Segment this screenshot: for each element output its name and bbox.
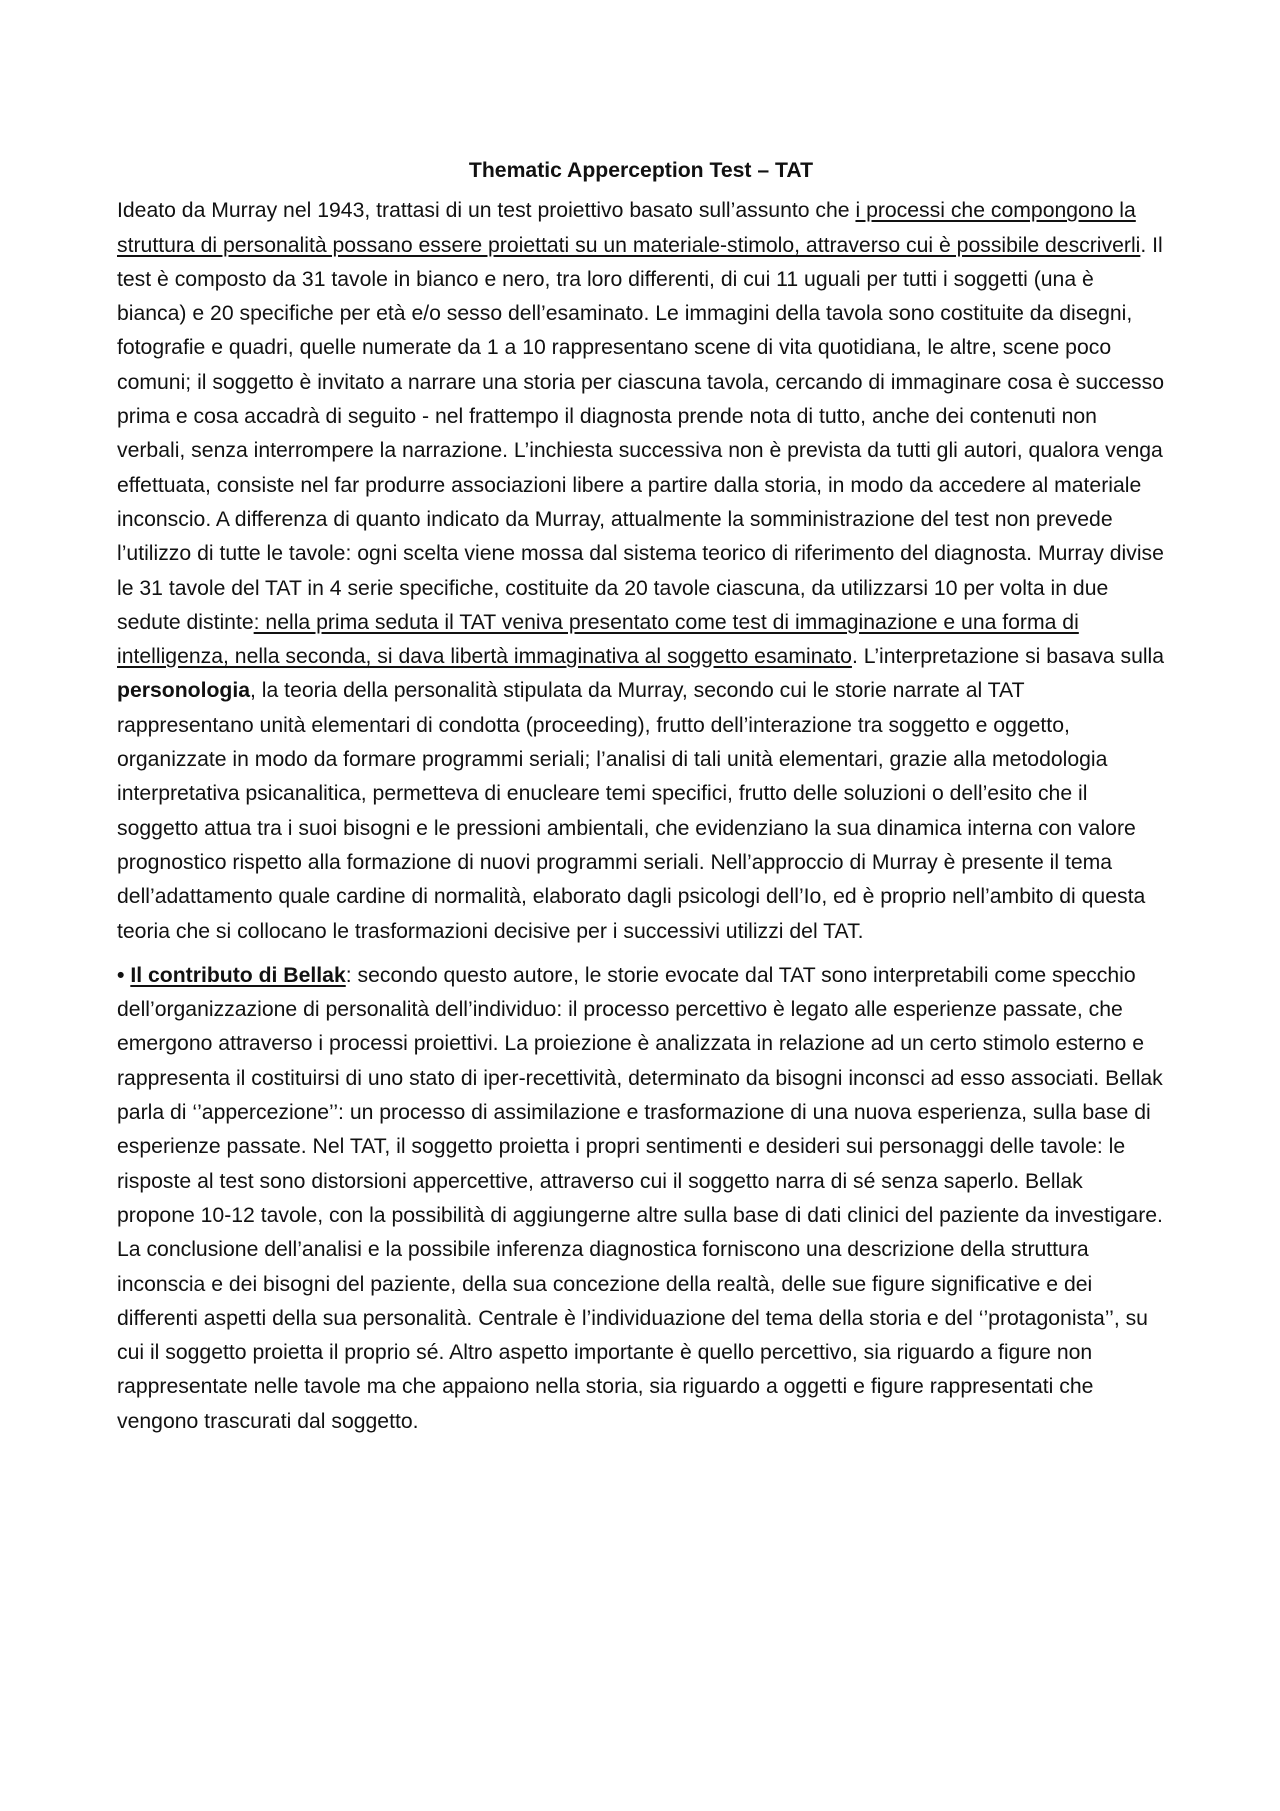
paragraph1-underlined-1: i processi che compongono la struttura di personalità possano essere proiettati su un materiale-stimolo, attraverso cui è possibile descriverli xyxy=(117,199,1141,257)
paragraph-murray xyxy=(117,194,1165,949)
bullet-icon: • xyxy=(117,963,131,987)
bellak-heading-text: Il contributo di Bellak xyxy=(130,963,346,987)
paragraph1-text-3: . L’interpretazione si basava sulla xyxy=(851,645,1165,669)
paragraph1-text-1: Ideato da Murray nel 1943, trattasi di un test proiettivo basato sull’assunto che xyxy=(117,199,856,223)
paragraph1-text-4: , la teoria della personalità stipulata da Murray, secondo cui le storie narrate al TAT rappresentano unità elementari di condotta (proceeding), frutto dell’interazione tra soggetto e oggetto, organizzate in modo da formare programmi seriali; l’analisi di tali unità elementari, grazie alla metodologia interpretativa psicanalitica, permetteva di enucleare temi specifici, frutto delle soluzioni o dell’esito che il soggetto attua tra i suoi bisogni e le pressioni ambientali, che evidenziano la sua dinamica interna con valore prognostico rispetto alla formazione di nuovi programmi seriali. Nell’approccio di Murray è presente il tema dell’adattamento quale cardine di normalità, elaborato dagli psicologi dell’Io, ed è proprio nell’ambito di questa teoria che si collocano le trasformazioni decisive per i successivi utilizzi del TAT. xyxy=(117,679,1146,943)
paragraph2-text: : secondo questo autore, le storie evocate dal TAT sono interpretabili come specchio dell’organizzazione di personalità dell’individuo: il processo percettivo è legato alle esperienze passate, che emergono attraverso i processi proiettivi. La proiezione è analizzata in relazione ad un certo stimolo esterno e rappresenta il costituirsi di uno stato di iper-recettività, determinato da bisogni inconsci ad esso associati. Bellak parla di ‘’appercezione’’: un processo di assimilazione e trasformazione di una nuova esperienza, sulla base di esperienze passate. Nel TAT, il soggetto proietta i propri sentimenti e desideri sui personaggi delle tavole: le risposte al test sono distorsioni appercettive, attraverso cui il soggetto narra di sé senza saperlo. Bellak propone 10-12 tavole, con la possibilità di aggiungerne altre sulla base di dati clinici del paziente da investigare. La conclusione dell’analisi e la possibile inferenza diagnostica forniscono una descrizione della struttura inconscia e dei bisogni del paziente, della sua concezione della realtà, delle sue figure significative e dei differenti aspetti della sua personalità. Centrale è l’individuazione del tema della storia e del ‘’protagonista’’, su cui il soggetto proietta il proprio sé. Altro aspetto importante è quello percettivo, sia riguardo a figure non rappresentate nelle tavole ma che appaiono nella storia, sia riguardo a oggetti e figure rappresentati che vengono trascurati dal soggetto. xyxy=(117,963,1163,1433)
paragraph1-text-2: . Il test è composto da 31 tavole in bianco e nero, tra loro differenti, di cui 11 uguali per tutti i soggetti (una è bianca) e 20 specifiche per età e/o sesso dell’esaminato. Le immagini della tavola sono costituite da disegni, fotografie e quadri, quelle numerate da 1 a 10 rappresentano scene di vita quotidiana, le altre, scene poco comuni; il soggetto è invitato a narrare una storia per ciascuna tavola, cercando di immaginare cosa è successo prima e cosa accadrà di seguito - nel frattempo il diagnosta prende nota di tutto, anche dei contenuti non verbali, senza interrompere la narrazione. L’inchiesta successiva non è prevista da tutti gli autori, qualora venga effettuata, consiste nel far produrre associazioni libere a partire dalla storia, in modo da accedere al materiale inconscio. A differenza di quanto indicato da Murray, attualmente la somministrazione del test non prevede l’utilizzo di tutte le tavole: ogni scelta viene mossa dal sistema teorico di riferimento del diagnosta. Murray divise le 31 tavole del TAT in 4 serie specifiche, costituite da 20 tavole ciascuna, da utilizzarsi 10 per volta in due sedute distinte xyxy=(117,233,1164,634)
bellak-heading xyxy=(130,964,345,987)
paragraph1-bold-personologia: personologia xyxy=(117,679,251,703)
paragraph-bellak xyxy=(117,959,1165,1439)
paragraph1-underlined-2: : nella prima seduta il TAT veniva presentato come test di immaginazione e una forma di intelligenza, nella seconda, si dava libertà immaginativa al soggetto esaminato xyxy=(117,610,1079,669)
document-title: Thematic Apperception Test – TAT xyxy=(468,159,814,182)
document-body xyxy=(117,154,1165,1439)
